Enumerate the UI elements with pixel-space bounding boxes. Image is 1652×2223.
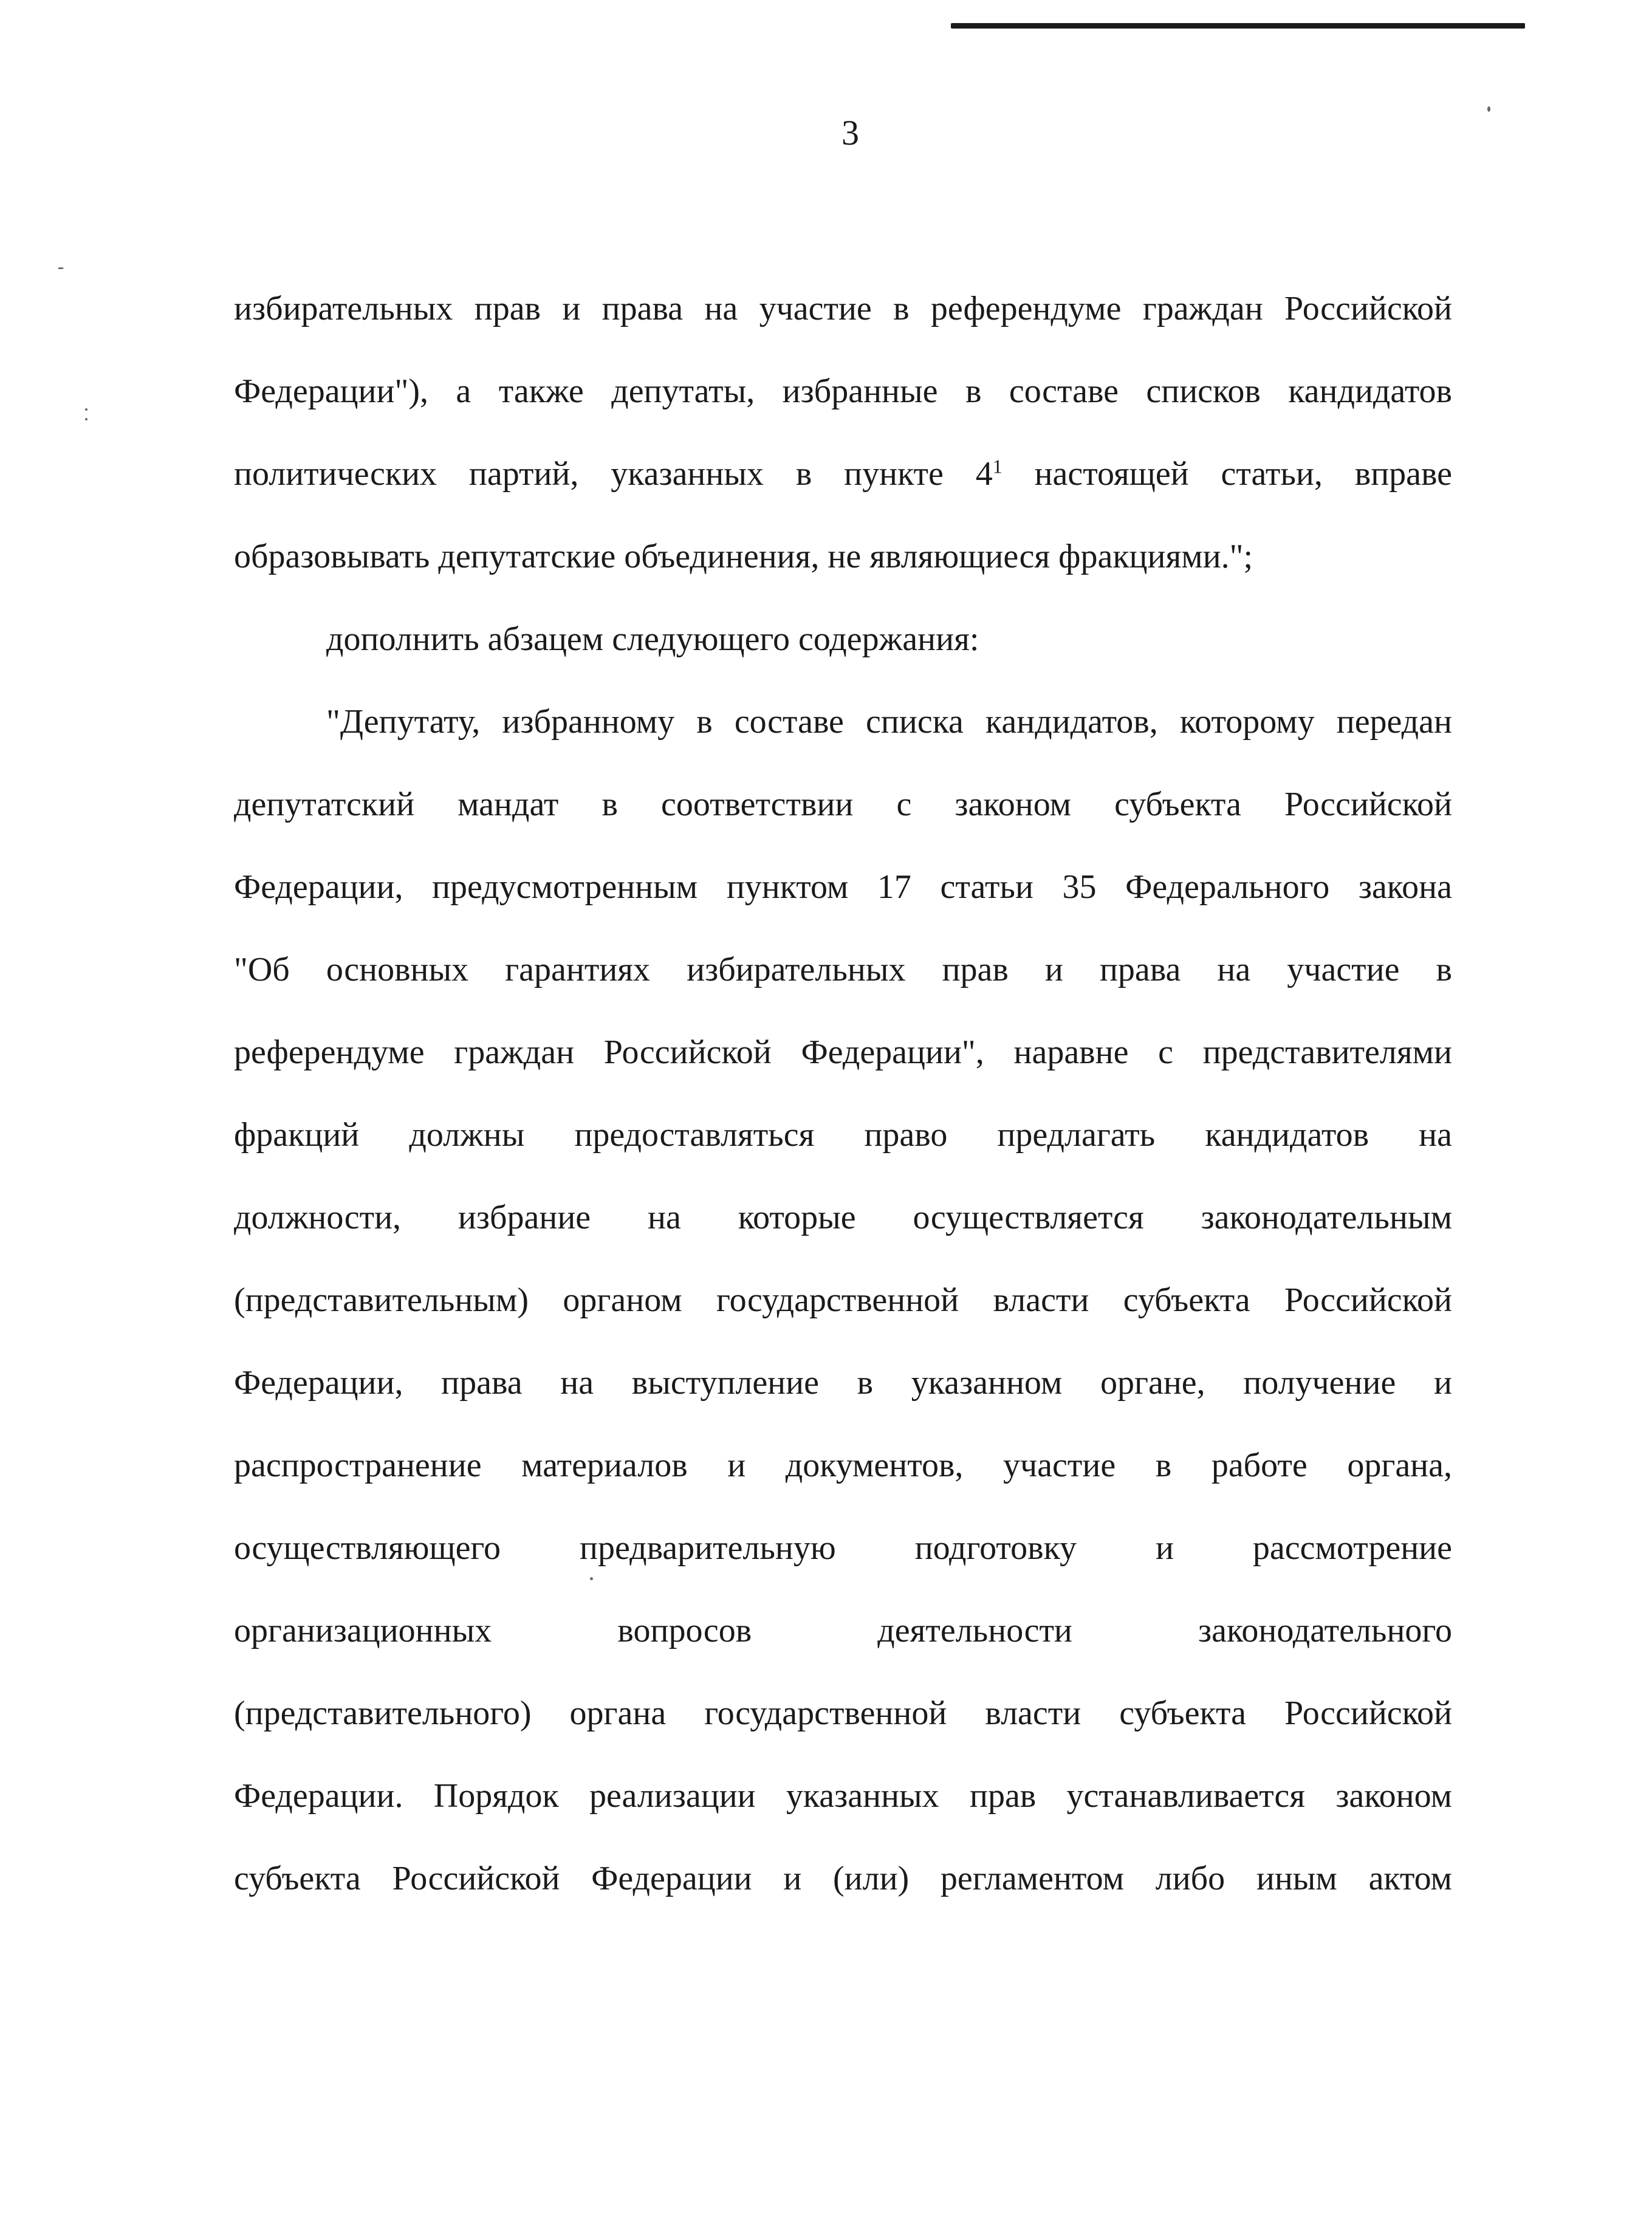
scan-speck xyxy=(58,267,64,269)
scan-speck xyxy=(85,408,87,411)
body-line: избирательных прав и права на участие в референдуме граждан Российской xyxy=(234,290,1452,327)
body-line-text: настоящей статьи, вправе xyxy=(1002,455,1452,493)
body-line: Федерации. Порядок реализации указанных прав устанавливается законом xyxy=(234,1777,1452,1815)
body-line-text: политических партий, указанных в пункте 4 xyxy=(234,455,993,493)
scan-speck xyxy=(590,1577,593,1580)
body-line: должности, избрание на которые осуществляется законодательным xyxy=(234,1199,1452,1236)
body-line: депутатский мандат в соответствии с законом субъекта Российской xyxy=(234,786,1452,823)
page-number: 3 xyxy=(841,113,859,152)
superscript-index: 1 xyxy=(992,455,1003,478)
body-line: "Депутату, избранному в составе списка кандидатов, которому передан xyxy=(326,703,1452,741)
body-line: образовывать депутатские объединения, не являющиеся фракциями."; xyxy=(234,538,1253,575)
body-line: дополнить абзацем следующего содержания: xyxy=(326,620,979,658)
body-line: (представительным) органом государственной власти субъекта Российской xyxy=(234,1281,1452,1319)
body-line: "Об основных гарантиях избирательных прав и права на участие в xyxy=(234,951,1452,988)
body-line xyxy=(234,446,1452,529)
body-line: осуществляющего предварительную подготовку и рассмотрение xyxy=(234,1529,1452,1567)
top-rule xyxy=(951,23,1525,29)
scan-speck xyxy=(85,418,87,420)
document-body xyxy=(234,281,1452,1933)
body-line: Федерации"), а также депутаты, избранные в составе списков кандидатов xyxy=(234,372,1452,410)
scan-speck xyxy=(1487,106,1490,112)
body-line: субъекта Российской Федерации и (или) регламентом либо иным актом xyxy=(234,1860,1452,1897)
body-line: фракций должны предоставляться право предлагать кандидатов на xyxy=(234,1116,1452,1154)
body-line: (представительного) органа государственной власти субъекта Российской xyxy=(234,1694,1452,1732)
body-line: организационных вопросов деятельности законодательного xyxy=(234,1612,1452,1649)
body-line: Федерации, предусмотренным пунктом 17 статьи 35 Федерального закона xyxy=(234,868,1452,906)
body-line: распространение материалов и документов, участие в работе органа, xyxy=(234,1447,1452,1484)
body-line: референдуме граждан Российской Федерации", наравне с представителями xyxy=(234,1033,1452,1071)
body-line: Федерации, права на выступление в указанном органе, получение и xyxy=(234,1364,1452,1402)
